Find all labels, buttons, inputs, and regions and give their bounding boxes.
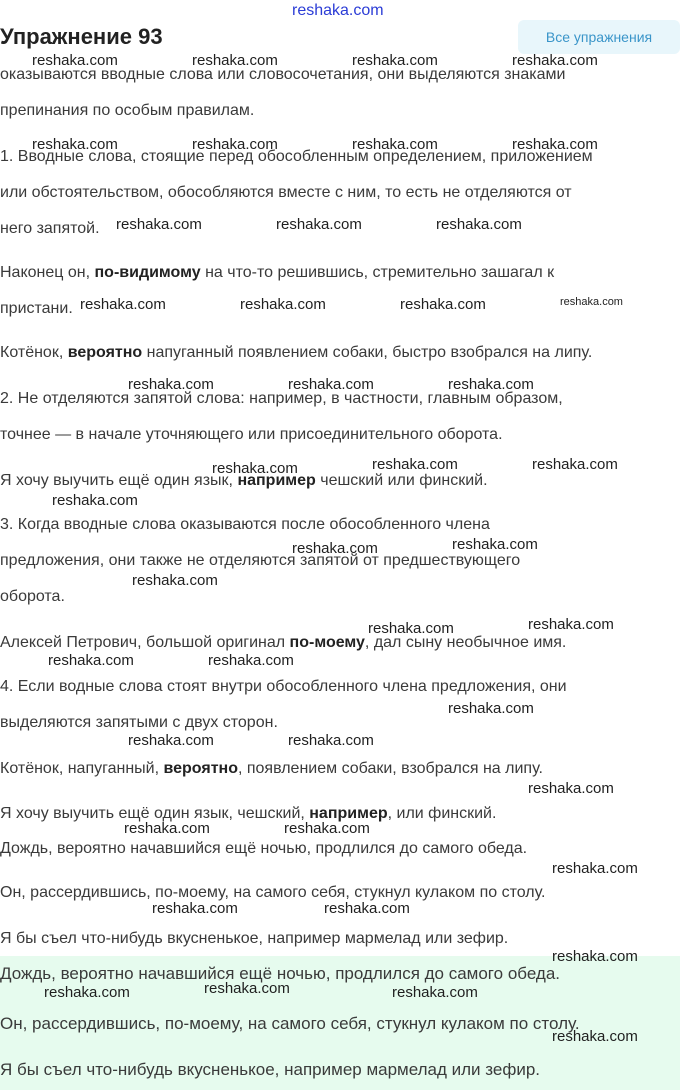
watermark: reshaka.com bbox=[552, 948, 638, 965]
watermark: reshaka.com bbox=[352, 136, 438, 153]
text-line: оказываются вводные слова или словосочетания, они выделяются знаками bbox=[0, 66, 566, 83]
text-line: него запятой. bbox=[0, 220, 100, 237]
watermark: reshaka.com bbox=[448, 376, 534, 393]
watermark: reshaka.com bbox=[324, 900, 410, 917]
watermark: reshaka.com bbox=[152, 900, 238, 917]
all-exercises-button[interactable]: Все упражнения bbox=[518, 20, 680, 54]
watermark: reshaka.com bbox=[208, 652, 294, 669]
text-span: , дал сыну необычное имя. bbox=[364, 634, 567, 651]
site-logo-link[interactable]: reshaka.com bbox=[292, 2, 384, 19]
text-span: , появлением собаки, взобрался на липу. bbox=[237, 760, 543, 777]
watermark: reshaka.com bbox=[128, 376, 214, 393]
text-line: выделяются запятыми с двух сторон. bbox=[0, 714, 278, 731]
watermark: reshaka.com bbox=[116, 216, 202, 233]
answer-sentence: Он, рассердившись, по-моему, на самого себя, стукнул кулаком по столу. bbox=[0, 1014, 580, 1033]
task-sentence: Я бы съел что-нибудь вкусненькое, например мармелад или зефир. bbox=[0, 930, 509, 947]
rule-2: 2. Не отделяются запятой слова: например, в частности, главным образом, bbox=[0, 390, 563, 407]
watermark: reshaka.com bbox=[32, 136, 118, 153]
watermark: reshaka.com bbox=[48, 652, 134, 669]
watermark: reshaka.com bbox=[192, 136, 278, 153]
watermark: reshaka.com bbox=[368, 620, 454, 637]
bold-word: вероятно bbox=[67, 344, 143, 361]
watermark: reshaka.com bbox=[44, 984, 130, 1001]
watermark: reshaka.com bbox=[132, 572, 218, 589]
example-line bbox=[0, 760, 543, 778]
watermark: reshaka.com bbox=[512, 52, 598, 69]
watermark: reshaka.com bbox=[352, 52, 438, 69]
watermark: reshaka.com bbox=[276, 216, 362, 233]
text-span: Наконец он, bbox=[0, 264, 95, 281]
watermark: reshaka.com bbox=[288, 376, 374, 393]
task-sentence: Дождь, вероятно начавшийся ещё ночью, продлился до самого обеда. bbox=[0, 840, 528, 857]
watermark: reshaka.com bbox=[436, 216, 522, 233]
text-span: Алексей Петрович, большой оригинал bbox=[0, 634, 290, 651]
watermark: reshaka.com bbox=[528, 616, 614, 633]
watermark: reshaka.com bbox=[284, 820, 370, 837]
answer-sentence: Я бы съел что-нибудь вкусненькое, например мармелад или зефир. bbox=[0, 1060, 540, 1079]
text-span: Котёнок, напуганный, bbox=[0, 760, 164, 777]
watermark: reshaka.com bbox=[52, 492, 138, 509]
text-span: напуганный появлением собаки, быстро взобрался на липу. bbox=[142, 344, 593, 361]
watermark: reshaka.com bbox=[212, 460, 298, 477]
answer-sentence: Дождь, вероятно начавшийся ещё ночью, продлился до самого обеда. bbox=[0, 964, 560, 983]
watermark: reshaka.com bbox=[240, 296, 326, 313]
watermark: reshaka.com bbox=[392, 984, 478, 1001]
watermark: reshaka.com bbox=[528, 780, 614, 797]
text-line: предложения, они также не отделяются запятой от предшествующего bbox=[0, 552, 521, 569]
example-line bbox=[0, 805, 496, 823]
text-span: на что-то решившись, стремительно зашагал к bbox=[200, 264, 555, 281]
text-line: пристани. bbox=[0, 300, 73, 317]
bold-word: например bbox=[237, 472, 316, 489]
watermark: reshaka.com bbox=[448, 700, 534, 717]
watermark: reshaka.com bbox=[512, 136, 598, 153]
bold-word: вероятно bbox=[163, 760, 238, 777]
watermark: reshaka.com bbox=[372, 456, 458, 473]
text-span: чешский или финский. bbox=[315, 472, 488, 489]
bold-word: по-видимому bbox=[94, 264, 201, 281]
text-line: оборота. bbox=[0, 588, 65, 605]
task-sentence: Он, рассердившись, по-моему, на самого себя, стукнул кулаком по столу. bbox=[0, 884, 546, 901]
text-span: Я хочу выучить ещё один язык, bbox=[0, 472, 238, 489]
watermark: reshaka.com bbox=[128, 732, 214, 749]
watermark: reshaka.com bbox=[204, 980, 290, 997]
watermark: reshaka.com bbox=[552, 1028, 638, 1045]
text-line: препинания по особым правилам. bbox=[0, 102, 255, 119]
example-line bbox=[0, 634, 566, 652]
watermark: reshaka.com bbox=[452, 536, 538, 553]
watermark: reshaka.com bbox=[80, 296, 166, 313]
bold-word: например bbox=[309, 805, 388, 822]
watermark: reshaka.com bbox=[288, 732, 374, 749]
watermark: reshaka.com bbox=[552, 860, 638, 877]
watermark: reshaka.com bbox=[532, 456, 618, 473]
watermark: reshaka.com bbox=[32, 52, 118, 69]
watermark: reshaka.com bbox=[124, 820, 210, 837]
text-span: , или финский. bbox=[387, 805, 497, 822]
rule-3: 3. Когда вводные слова оказываются после обособленного члена bbox=[0, 516, 490, 533]
example-line bbox=[0, 264, 554, 282]
watermark: reshaka.com bbox=[560, 296, 623, 308]
watermark: reshaka.com bbox=[192, 52, 278, 69]
watermark: reshaka.com bbox=[292, 540, 378, 557]
rule-1: 1. Вводные слова, стоящие перед обособленным определением, приложением bbox=[0, 148, 593, 165]
text-span: Котёнок, bbox=[0, 344, 68, 361]
text-line: или обстоятельством, обособляются вместе с ним, то есть не отделяются от bbox=[0, 184, 572, 201]
text-line: точнее — в начале уточняющего или присоединительного оборота. bbox=[0, 426, 503, 443]
rule-4: 4. Если водные слова стоят внутри обособленного члена предложения, они bbox=[0, 678, 567, 695]
page-title: Упражнение 93 bbox=[0, 24, 163, 49]
example-line bbox=[0, 344, 592, 362]
watermark: reshaka.com bbox=[400, 296, 486, 313]
text-span: Я хочу выучить ещё один язык, чешский, bbox=[0, 805, 310, 822]
bold-word: по-моему bbox=[289, 634, 365, 651]
